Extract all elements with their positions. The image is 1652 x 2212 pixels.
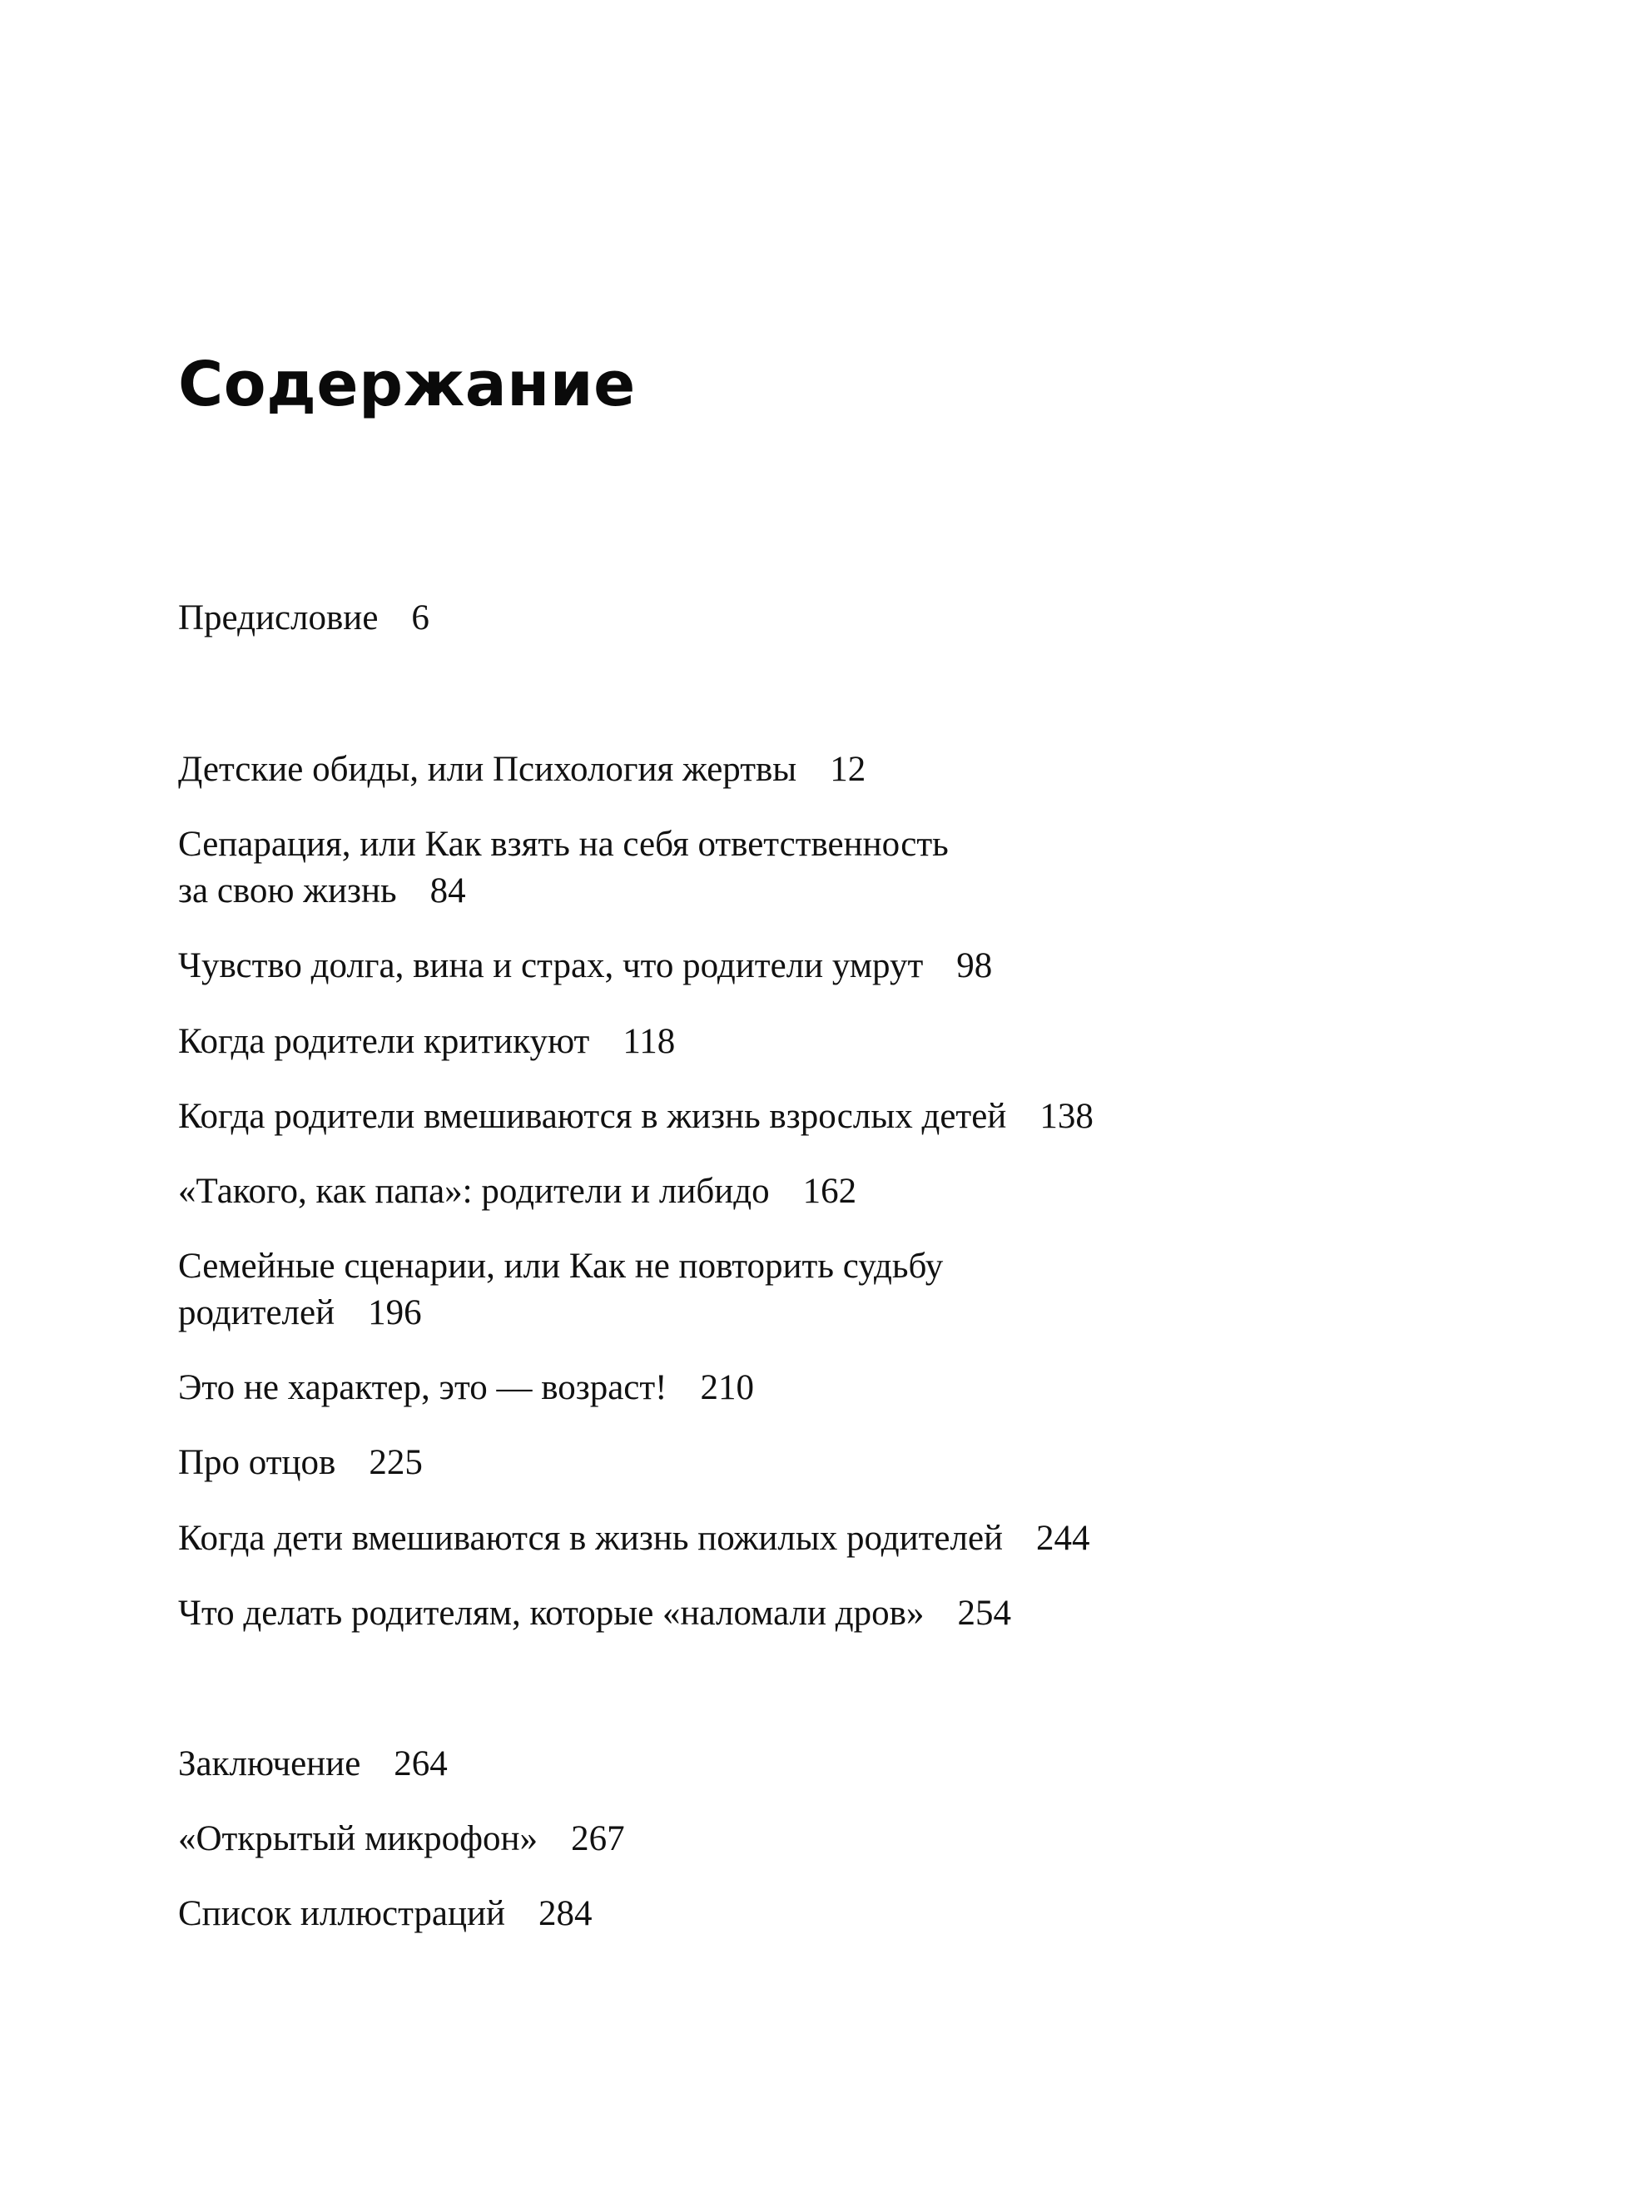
- toc-page-number: 6: [411, 598, 429, 637]
- toc-page-number: 284: [538, 1894, 593, 1933]
- toc-entry-title: Детские обиды, или Психология жертвы: [178, 750, 797, 789]
- toc-entry-title-continued: за свою жизнь: [178, 871, 397, 910]
- toc-entry-childhood-grievances: [178, 746, 1385, 793]
- toc-entry-title: Заключение: [178, 1744, 361, 1783]
- toc-entry-preface: [178, 595, 1385, 642]
- toc-page-number: 225: [369, 1443, 423, 1482]
- toc-entry-title: Когда родители вмешиваются в жизнь взрослых детей: [178, 1097, 1007, 1136]
- toc-entry-what-parents-do: [178, 1590, 1385, 1637]
- toc-entry-title: Сепарация, или Как взять на себя ответственность: [178, 825, 949, 864]
- toc-page-number: 264: [394, 1744, 448, 1783]
- toc-page-number: 254: [957, 1594, 1011, 1633]
- toc-entry-title: «Такого, как папа»: родители и либидо: [178, 1172, 770, 1211]
- toc-entry-title: Семейные сценарии, или Как не повторить судьбу: [178, 1247, 944, 1286]
- toc-page-number: 196: [368, 1293, 422, 1332]
- toc-entry-family-scenarios: [178, 1243, 1385, 1337]
- toc-page-number: 244: [1036, 1519, 1090, 1558]
- toc-entry-conclusion: [178, 1741, 1385, 1788]
- page-title: Содержание: [178, 349, 636, 420]
- toc-page-number: 138: [1039, 1097, 1094, 1136]
- toc-entry-separation: [178, 821, 1385, 915]
- toc-entry-title: Когда дети вмешиваются в жизнь пожилых родителей: [178, 1519, 1004, 1558]
- toc-page-number: 98: [956, 946, 993, 985]
- toc-entry-title: «Открытый микрофон»: [178, 1819, 538, 1858]
- toc-entry-about-fathers: [178, 1440, 1385, 1486]
- toc-entry-title: Про отцов: [178, 1443, 336, 1482]
- toc-entry-children-interfere: [178, 1515, 1385, 1562]
- toc-entry-parents-interfere: [178, 1094, 1385, 1140]
- toc-page-number: 162: [802, 1172, 857, 1211]
- toc-entry-not-character-age: [178, 1365, 1385, 1411]
- toc-entry-open-microphone: [178, 1816, 1385, 1862]
- toc-page-number: 210: [700, 1368, 754, 1407]
- toc-page-number: 118: [623, 1022, 676, 1061]
- toc-entry-title: Чувство долга, вина и страх, что родители умрут: [178, 946, 924, 985]
- toc-entry-like-dad: [178, 1168, 1385, 1215]
- toc-page-number: 84: [429, 871, 466, 910]
- toc-entry-title: Когда родители критикуют: [178, 1022, 590, 1061]
- toc-entry-illustrations-list: [178, 1891, 1385, 1937]
- toc-entry-title-continued: родителей: [178, 1293, 335, 1332]
- toc-page-number: 12: [830, 750, 866, 789]
- toc-entry-duty-guilt-fear: [178, 943, 1385, 989]
- toc-entry-title: Что делать родителям, которые «наломали дров»: [178, 1594, 925, 1633]
- toc-entry-title: Список иллюстраций: [178, 1894, 506, 1933]
- toc-entry-title: Это не характер, это — возраст!: [178, 1368, 667, 1407]
- toc-entry-parents-criticize: [178, 1019, 1385, 1065]
- toc-page-number: 267: [571, 1819, 625, 1858]
- toc-entry-title: Предисловие: [178, 598, 379, 637]
